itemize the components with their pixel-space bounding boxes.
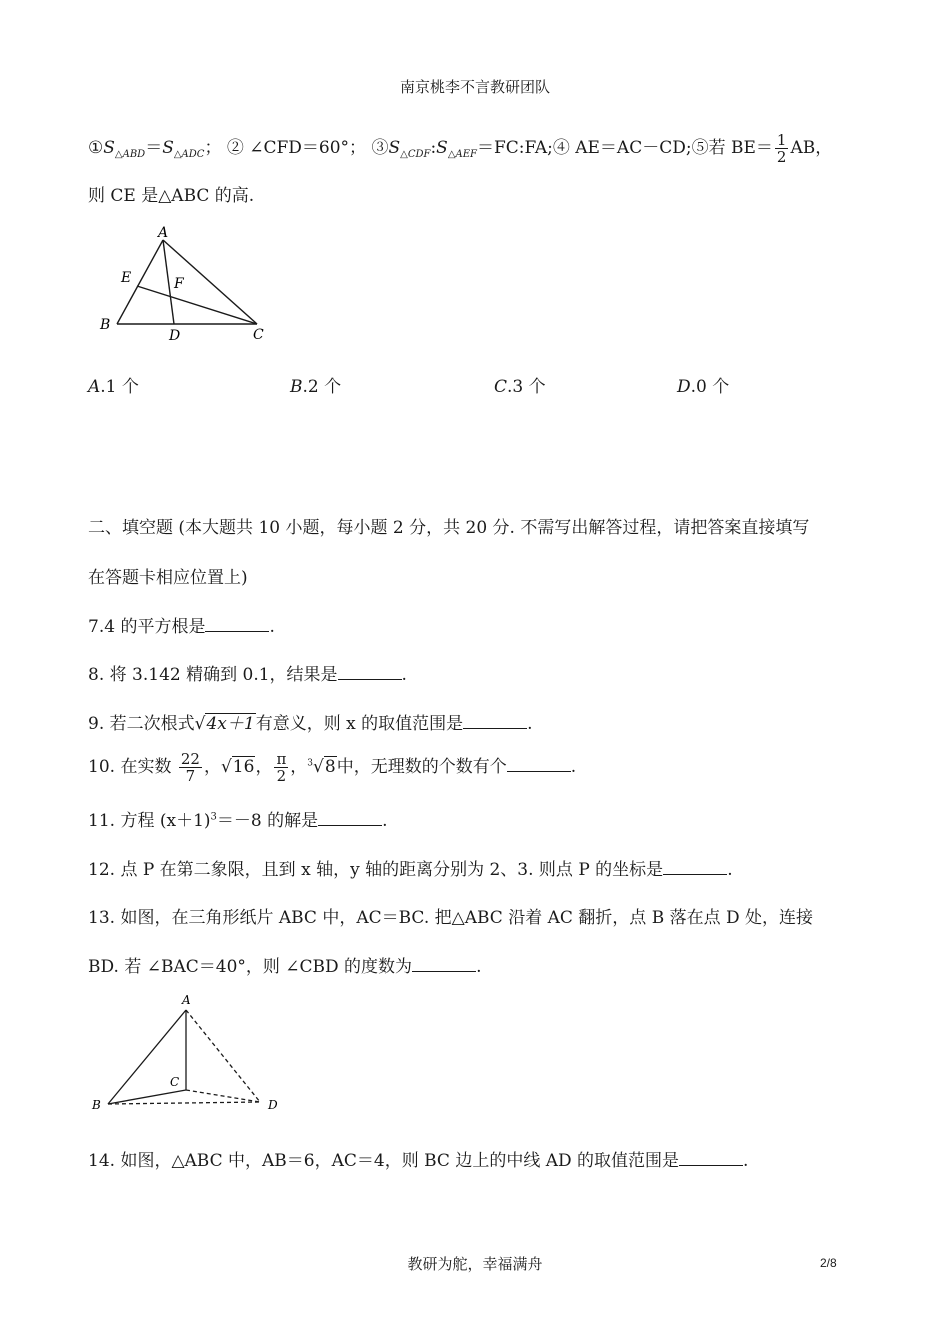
- statement-3-rest: ＝FC:FA;: [476, 138, 553, 158]
- question-text: 8. 将 3.142 精确到 0.1，结果是: [88, 665, 338, 685]
- area-symbol: S: [103, 138, 115, 158]
- period: .: [727, 860, 733, 880]
- option-c[interactable]: [494, 372, 546, 397]
- option-text: .0 个: [690, 377, 730, 397]
- question-text: 10. 在实数: [88, 757, 172, 777]
- separator: ，: [203, 757, 221, 777]
- circled-1: ①: [88, 138, 104, 158]
- question-13-line-2: [88, 952, 481, 977]
- question-8: [88, 660, 407, 685]
- answer-blank[interactable]: [679, 1150, 743, 1166]
- question-text: ＝－8 的解是: [216, 811, 319, 831]
- label-E: E: [121, 270, 132, 286]
- equals: ＝: [145, 138, 163, 158]
- page-header: 南京桃李不言教研团队: [399, 78, 550, 96]
- page-footer: 教研为舵，幸福满舟: [407, 1255, 543, 1273]
- label-B: B: [100, 317, 111, 333]
- answer-blank[interactable]: [663, 859, 727, 875]
- segment-AD: [163, 240, 174, 324]
- period: .: [401, 665, 407, 685]
- denominator: 2: [276, 767, 287, 785]
- radicand: 4x＋1: [206, 714, 255, 734]
- period: .: [570, 757, 577, 777]
- label-C: C: [170, 1075, 180, 1089]
- question-text: 有意义，则 x 的取值范围是: [255, 714, 464, 734]
- answer-blank[interactable]: [463, 713, 527, 729]
- period: .: [382, 811, 388, 831]
- option-d[interactable]: [677, 372, 729, 397]
- answer-blank[interactable]: [507, 756, 571, 772]
- statements-line-2: 则 CE 是△ABC 的高.: [88, 186, 255, 206]
- area-symbol: S: [388, 138, 401, 158]
- period: .: [527, 714, 533, 734]
- exponent: 3: [210, 811, 217, 823]
- question-text: 12. 点 P 在第二象限，且到 x 轴，y 轴的距离分别为 2、3. 则点 P 的坐标是: [88, 860, 664, 880]
- separator: ，: [290, 757, 308, 777]
- question-text: 14. 如图，△ABC 中，AB＝6，AC＝4，则 BC 边上的中线 AD 的取值范围是: [88, 1151, 680, 1171]
- fraction-half: [775, 132, 789, 165]
- sqrt-sign: √: [313, 757, 324, 777]
- sqrt-sign: √: [220, 757, 232, 777]
- separator: ，: [255, 757, 273, 777]
- option-text: .3 个: [507, 377, 546, 397]
- question-7: [88, 612, 275, 637]
- statements-line-1: [88, 132, 832, 165]
- question-text: 9. 若二次根式: [88, 714, 195, 734]
- label-C: C: [253, 327, 264, 343]
- circled-3: ③: [371, 138, 389, 158]
- radicand: 16: [232, 757, 255, 777]
- separator: ；: [204, 138, 222, 158]
- segment-CD: [186, 1090, 260, 1102]
- option-a[interactable]: [88, 372, 139, 397]
- denominator: 7: [185, 767, 196, 785]
- label-A: A: [182, 993, 191, 1007]
- question-14: [88, 1146, 748, 1171]
- question-13-line-1: 13. 如图，在三角形纸片 ABC 中，AC＝BC. 把△ABC 沿着 AC 翻折，点 B 落在点 D 处，连接: [88, 908, 814, 928]
- subscript: △AEF: [447, 149, 477, 160]
- option-letter: B: [290, 377, 303, 397]
- sqrt-sign: √: [194, 714, 206, 734]
- option-letter: C: [494, 377, 508, 397]
- statement-2: ② ∠CFD＝60°；: [226, 138, 367, 158]
- numerator: 1: [776, 131, 787, 149]
- segment-AD: [186, 1010, 260, 1102]
- statement-5-suffix: AB，: [790, 138, 833, 158]
- subscript: △ABD: [114, 149, 146, 160]
- option-text: .2 个: [302, 377, 342, 397]
- segment-BD: [108, 1102, 260, 1104]
- label-F: F: [174, 276, 184, 292]
- option-letter: A: [88, 377, 101, 397]
- numerator: π: [276, 750, 287, 768]
- period: .: [269, 617, 275, 637]
- option-b[interactable]: [290, 372, 341, 397]
- segment-EC: [137, 286, 257, 324]
- fraction-pi-2: [274, 751, 288, 784]
- label-D: D: [169, 328, 181, 344]
- denominator: 2: [776, 148, 787, 166]
- period: .: [743, 1151, 749, 1171]
- question-11: [88, 806, 388, 831]
- subscript: △CDF: [400, 149, 431, 160]
- label-A: A: [158, 225, 169, 241]
- subscript: △ADC: [173, 149, 205, 160]
- answer-blank[interactable]: [338, 664, 402, 680]
- fraction-22-7: [179, 751, 202, 784]
- answer-blank[interactable]: [412, 956, 476, 972]
- colon: :: [430, 138, 437, 158]
- question-text: 11. 方程 (x＋1): [88, 811, 211, 831]
- numerator: 22: [180, 750, 200, 768]
- answer-blank[interactable]: [205, 616, 269, 632]
- question-text: 中，无理数的个数有个: [336, 757, 507, 777]
- option-text: .1 个: [100, 377, 139, 397]
- segment-BC: [108, 1090, 186, 1104]
- label-B: B: [92, 1098, 101, 1112]
- area-symbol: S: [162, 138, 174, 158]
- segment-AB: [108, 1010, 186, 1104]
- triangle-figure-2: [88, 992, 288, 1116]
- question-9: [88, 709, 533, 734]
- question-text: BD. 若 ∠BAC＝40°，则 ∠CBD 的度数为: [88, 957, 413, 977]
- radicand: 8: [324, 757, 336, 777]
- statement-5-prefix: ⑤若 BE＝: [691, 138, 773, 158]
- label-D: D: [268, 1098, 278, 1112]
- area-symbol: S: [436, 138, 448, 158]
- triangle-figure-1: [95, 222, 275, 344]
- question-12: [88, 855, 733, 880]
- answer-blank[interactable]: [318, 810, 382, 826]
- question-10: [88, 751, 576, 784]
- root-index: 3: [307, 758, 314, 769]
- section-2-heading: 二、填空题 (本大题共 10 小题，每小题 2 分，共 20 分. 不需写出解答过程，请把答案直接填写: [88, 518, 810, 538]
- statement-4: ④ AE＝AC－CD;: [552, 138, 692, 158]
- option-letter: D: [677, 377, 691, 397]
- page-number: 2/8: [820, 1256, 837, 1270]
- question-text: 7.4 的平方根是: [88, 617, 206, 637]
- period: .: [476, 957, 482, 977]
- section-2-heading-cont: 在答题卡相应位置上): [88, 568, 248, 588]
